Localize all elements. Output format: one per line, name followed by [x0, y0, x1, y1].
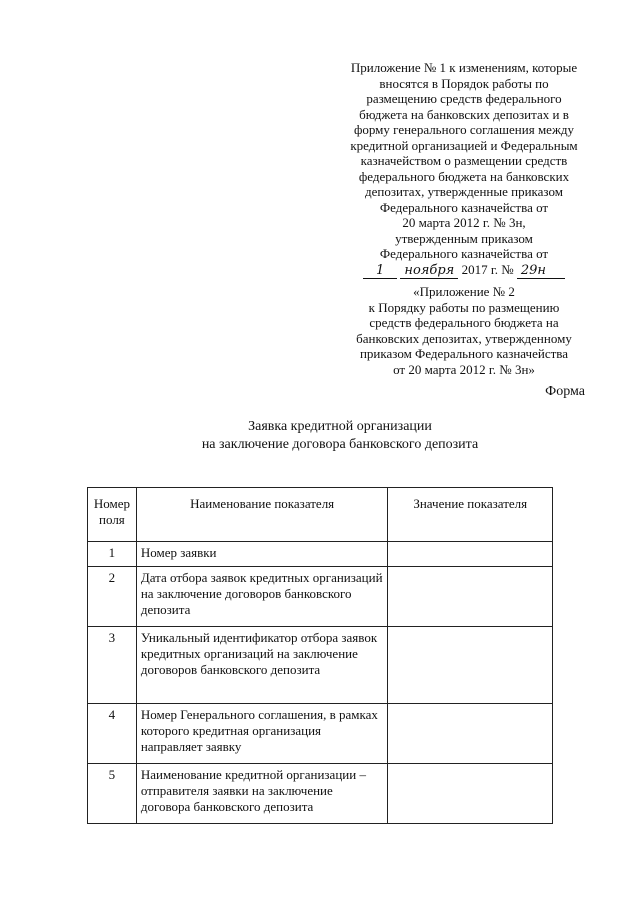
handwritten-order-number: 29н: [517, 264, 565, 279]
title-line-2: на заключение договора банковского депозита: [201, 437, 479, 452]
form-label: Форма: [545, 384, 585, 399]
field-name: Дата отбора заявок кредитных организаций на заключение договоров банковского депозита: [136, 567, 388, 627]
appendix-line: депозитах, утвержденные приказом: [365, 184, 563, 199]
appendix-line: размещению средств федерального: [366, 91, 562, 106]
header-indicator-value: Значение показателя: [388, 488, 553, 542]
appendix-line: утвержденным приказом: [395, 230, 533, 246]
appendix-line: федерального бюджета на банковских: [358, 168, 570, 184]
appendix-line: 20 марта 2012 г. № 3н,: [402, 215, 526, 230]
field-value[interactable]: [388, 627, 553, 704]
appendix-2-header: [330, 284, 598, 377]
field-value[interactable]: [388, 542, 553, 567]
field-value[interactable]: [388, 764, 553, 824]
appendix-line: Федерального казначейства от: [379, 199, 549, 215]
appendix-line: Федерального казначейства от: [379, 246, 549, 261]
header-field-number: Номер поля: [88, 488, 137, 542]
table-row: [88, 542, 553, 567]
appendix2-line: средств федерального бюджета на: [369, 315, 559, 330]
appendix2-line: «Приложение № 2: [413, 284, 515, 299]
application-table: [87, 487, 553, 824]
field-number: 2: [88, 567, 137, 627]
appendix-line: Приложение № 1 к изменениям, которые: [350, 60, 578, 75]
appendix-line: кредитной организацией и Федеральным: [350, 137, 578, 153]
order-year-text: 2017 г. №: [461, 261, 514, 277]
field-value[interactable]: [388, 567, 553, 627]
field-number: 1: [88, 542, 137, 567]
appendix2-line: банковских депозитах, утвержденному: [356, 330, 572, 346]
handwritten-month: ноября: [400, 264, 458, 279]
appendix-line: казначейством о размещении средств: [360, 153, 568, 168]
header-indicator-name: Наименование показателя: [136, 488, 388, 542]
field-number: 4: [88, 704, 137, 764]
document-title: [120, 418, 560, 454]
handwritten-day: 1: [363, 264, 397, 279]
appendix-1-header: [330, 60, 598, 279]
appendix-line: форму генерального соглашения между: [353, 122, 575, 137]
appendix2-line: от 20 марта 2012 г. № 3н»: [393, 361, 535, 377]
table-row: [88, 627, 553, 704]
field-name: Номер Генерального соглашения, в рамках которого кредитная организация направляет заявку: [136, 704, 388, 764]
appendix-line: вносятся в Порядок работы по: [379, 75, 549, 91]
table-header-row: [88, 488, 553, 542]
field-number: 5: [88, 764, 137, 824]
field-name: Номер заявки: [136, 542, 388, 567]
order-date-line: [330, 262, 598, 279]
table-row: [88, 567, 553, 627]
table-row: [88, 764, 553, 824]
appendix2-line: приказом Федерального казначейства: [359, 346, 569, 361]
title-line-1: Заявка кредитной организации: [248, 419, 432, 434]
field-value[interactable]: [388, 704, 553, 764]
field-name: Уникальный идентификатор отбора заявок кредитных организаций на заключение договоров банковского депозита: [136, 627, 388, 704]
field-number: 3: [88, 627, 137, 704]
appendix-line: бюджета на банковских депозитах и в: [359, 106, 569, 122]
table-row: [88, 704, 553, 764]
field-name: Наименование кредитной организации – отправителя заявки на заключение договора банковского депозита: [136, 764, 388, 824]
appendix2-line: к Порядку работы по размещению: [368, 299, 560, 315]
